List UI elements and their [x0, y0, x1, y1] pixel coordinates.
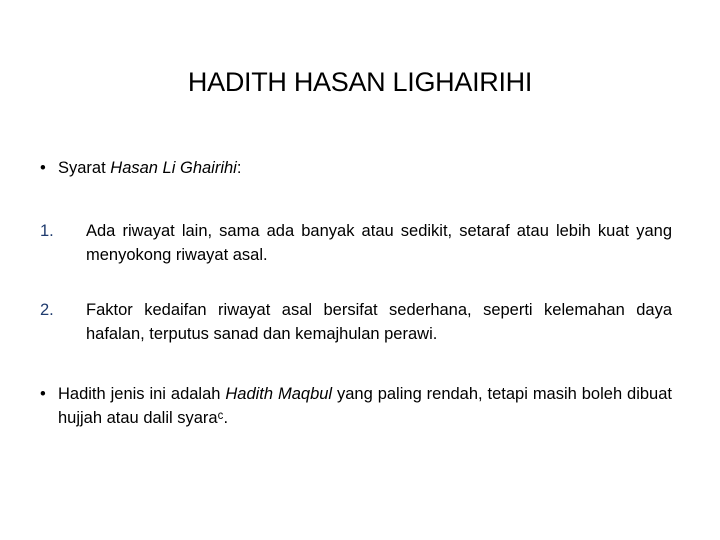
- bullet-syarat: [40, 156, 672, 180]
- bullet-emphasis: Hadith Maqbul: [225, 385, 333, 403]
- bullet-emphasis: Hasan Li Ghairihi: [110, 159, 237, 177]
- list-item: [40, 298, 672, 346]
- bullet-suffix: :: [236, 159, 242, 177]
- slide-title: HADITH HASAN LIGHAIRIHI: [187, 67, 533, 97]
- list-item-text: Ada riwayat lain, sama ada banyak atau sedikit, setaraf atau lebih kuat yang menyokong riwayat asal.: [86, 222, 672, 264]
- bullet-prefix: Syarat: [58, 159, 111, 177]
- bullet-hadith-maqbul: [40, 382, 672, 430]
- bullet-text: [40, 382, 672, 430]
- list-item-number: 2.: [40, 301, 54, 319]
- bullet-marker: •: [40, 159, 46, 177]
- list-item-text: Faktor kedaifan riwayat asal bersifat sederhana, seperti kelemahan daya hafalan, terputus sanad dan kemajhulan perawi.: [86, 301, 672, 343]
- bullet-marker: •: [40, 385, 46, 403]
- bullet-prefix: Hadith jenis ini adalah: [58, 385, 226, 403]
- bullet-text: [40, 156, 672, 180]
- list-item-number: 1.: [40, 222, 54, 240]
- bullet-suffix: yang paling rendah, tetapi masih boleh dibuat hujjah atau dalil syaraᶜ.: [58, 385, 672, 427]
- list-item: [40, 219, 672, 267]
